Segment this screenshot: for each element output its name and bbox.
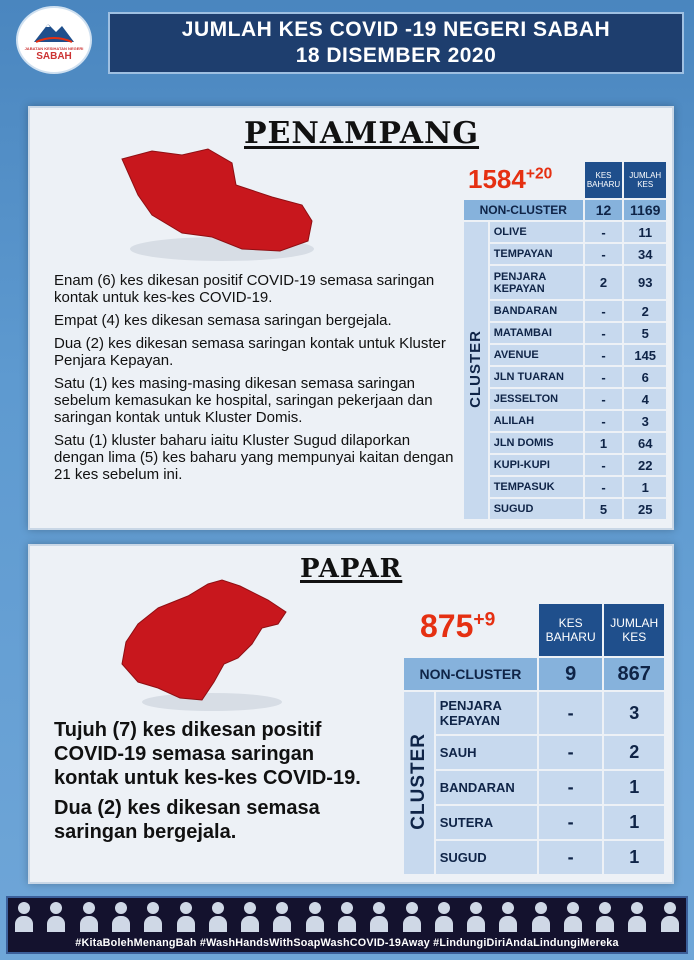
table-row <box>463 410 667 432</box>
person-icon <box>596 900 614 934</box>
table-row <box>463 243 667 265</box>
penampang-new-cases: +20 <box>525 165 553 183</box>
table-row <box>463 221 667 243</box>
cluster-new: - <box>584 322 624 344</box>
title-line-2: 18 DISEMBER 2020 <box>295 44 497 67</box>
cluster-new: - <box>538 735 604 770</box>
person-icon <box>370 900 388 934</box>
penampang-paragraph: Enam (6) kes dikesan positif COVID-19 semasa saringan kontak untuk kes-kes COVID-19. <box>54 272 435 306</box>
cluster-name: SUGUD <box>435 840 538 875</box>
penampang-map-icon <box>112 145 318 265</box>
cluster-total: 6 <box>623 366 667 388</box>
table-row <box>463 388 667 410</box>
cluster-new: 5 <box>584 498 624 520</box>
cluster-new: - <box>538 805 604 840</box>
table-row <box>403 735 665 770</box>
cluster-name: SAUH <box>435 735 538 770</box>
cluster-total: 1 <box>603 770 665 805</box>
col-jumlah-kes: JUMLAH KES <box>603 603 665 657</box>
cluster-new: - <box>538 691 604 735</box>
cluster-new: - <box>584 366 624 388</box>
cluster-total: 2 <box>603 735 665 770</box>
papar-paragraph: Tujuh (7) kes dikesan positif COVID-19 semasa saringan kontak untuk kes-kes COVID-19. <box>54 719 361 789</box>
cluster-new: - <box>584 410 624 432</box>
page-title <box>108 12 684 74</box>
cluster-new: 2 <box>584 265 624 300</box>
cluster-total: 145 <box>623 344 667 366</box>
table-row <box>463 322 667 344</box>
cluster-new: - <box>584 300 624 322</box>
table-row <box>403 840 665 875</box>
person-icon <box>435 900 453 934</box>
col-kes-baharu: KES BAHARU <box>584 161 624 199</box>
person-icon <box>499 900 517 934</box>
cluster-name: OLIVE <box>489 221 584 243</box>
person-icon <box>564 900 582 934</box>
person-icon <box>177 900 195 934</box>
cluster-new: - <box>584 454 624 476</box>
jkn-sabah-logo <box>16 6 92 74</box>
table-row-non-cluster <box>463 199 667 221</box>
cluster-total: 93 <box>623 265 667 300</box>
penampang-paragraph: Dua (2) kes dikesan semasa saringan kontak untuk Kluster Penjara Kepayan. <box>54 335 446 369</box>
cluster-side-label <box>403 691 435 875</box>
cluster-total: 1 <box>603 840 665 875</box>
col-jumlah-kes: JUMLAH KES <box>623 161 667 199</box>
cluster-total: 1 <box>623 476 667 498</box>
cluster-total: 34 <box>623 243 667 265</box>
person-icon <box>338 900 356 934</box>
cluster-name: PENJARA KEPAYAN <box>435 691 538 735</box>
table-row <box>463 476 667 498</box>
cluster-new: - <box>584 243 624 265</box>
table-row <box>463 265 667 300</box>
cluster-total: 4 <box>623 388 667 410</box>
footer-banner <box>6 896 688 954</box>
penampang-paragraph: Satu (1) kluster baharu iaitu Kluster Sugud dilaporkan dengan lima (5) kes baharu yang mempunyai kaitan dengan 21 kes sebelum ini. <box>54 432 454 483</box>
cluster-new: - <box>538 840 604 875</box>
cluster-name: TEMPASUK <box>489 476 584 498</box>
col-kes-baharu: KES BAHARU <box>538 603 604 657</box>
penampang-paragraph: Satu (1) kes masing-masing dikesan semasa saringan sebelum kemasukan ke hospital, saringan pekerjaan dan saringan kontak untuk Kluster Domis. <box>54 375 433 426</box>
cluster-name: PENJARA KEPAYAN <box>489 265 584 300</box>
cluster-total: 3 <box>623 410 667 432</box>
non-cluster-total: 1169 <box>623 199 667 221</box>
cluster-new: - <box>584 476 624 498</box>
papar-description <box>54 718 384 850</box>
cluster-total: 3 <box>603 691 665 735</box>
cluster-label: CLUSTER <box>407 733 429 830</box>
papar-paragraph: Dua (2) kes dikesan semasa saringan bergejala. <box>54 797 320 843</box>
papar-new-cases: +9 <box>473 609 496 631</box>
cluster-new: - <box>584 344 624 366</box>
person-icon <box>80 900 98 934</box>
title-line-1: JUMLAH KES COVID -19 NEGERI SABAH <box>181 18 611 41</box>
cluster-new: 1 <box>584 432 624 454</box>
non-cluster-total: 867 <box>603 657 665 691</box>
table-row <box>403 805 665 840</box>
cluster-name: AVENUE <box>489 344 584 366</box>
penampang-table <box>462 160 668 521</box>
person-icon <box>144 900 162 934</box>
cluster-total: 2 <box>623 300 667 322</box>
cluster-name: BANDARAN <box>489 300 584 322</box>
hashtags: #KitaBolehMenangBah #WashHandsWithSoapWashCOVID-19Away #LindungiDiriAndaLindungiMereka <box>75 937 619 949</box>
table-row <box>463 454 667 476</box>
cluster-total: 64 <box>623 432 667 454</box>
cluster-name: SUGUD <box>489 498 584 520</box>
table-row <box>463 432 667 454</box>
person-icon <box>628 900 646 934</box>
logo-text: SABAH <box>36 51 72 62</box>
table-row <box>463 300 667 322</box>
person-icon <box>661 900 679 934</box>
cluster-total: 11 <box>623 221 667 243</box>
logo-small-text: JABATAN KESIHATAN NEGERI <box>24 46 84 51</box>
papar-map-icon <box>118 578 290 712</box>
penampang-description <box>54 272 458 489</box>
cluster-name: JESSELTON <box>489 388 584 410</box>
person-icon <box>467 900 485 934</box>
penampang-total-value: 1584 <box>468 164 526 194</box>
frontliner-figures <box>8 900 686 936</box>
person-icon <box>403 900 421 934</box>
table-row <box>463 344 667 366</box>
mountain-logo-icon <box>32 18 76 44</box>
person-icon <box>15 900 33 934</box>
person-icon <box>241 900 259 934</box>
papar-title: PAPAR <box>300 554 403 584</box>
non-cluster-new: 12 <box>584 199 624 221</box>
person-icon <box>532 900 550 934</box>
person-icon <box>273 900 291 934</box>
cluster-total: 25 <box>623 498 667 520</box>
person-icon <box>47 900 65 934</box>
non-cluster-label: NON-CLUSTER <box>403 657 538 691</box>
cluster-total: 1 <box>603 805 665 840</box>
cluster-name: TEMPAYAN <box>489 243 584 265</box>
cluster-name: BANDARAN <box>435 770 538 805</box>
table-row <box>403 691 665 735</box>
cluster-label: CLUSTER <box>467 330 485 408</box>
cluster-side-label <box>463 221 489 520</box>
non-cluster-label: NON-CLUSTER <box>463 199 584 221</box>
cluster-name: JLN TUARAN <box>489 366 584 388</box>
cluster-name: MATAMBAI <box>489 322 584 344</box>
cluster-new: - <box>584 221 624 243</box>
cluster-new: - <box>538 770 604 805</box>
table-row-non-cluster <box>403 657 665 691</box>
table-row <box>463 366 667 388</box>
penampang-title: PENAMPANG <box>244 116 480 151</box>
person-icon <box>112 900 130 934</box>
cluster-name: SUTERA <box>435 805 538 840</box>
person-icon <box>306 900 324 934</box>
penampang-paragraph: Empat (4) kes dikesan semasa saringan bergejala. <box>54 312 392 329</box>
non-cluster-new: 9 <box>538 657 604 691</box>
cluster-new: - <box>584 388 624 410</box>
cluster-name: KUPI-KUPI <box>489 454 584 476</box>
cluster-total: 22 <box>623 454 667 476</box>
papar-table <box>402 602 666 876</box>
cluster-total: 5 <box>623 322 667 344</box>
table-row <box>403 770 665 805</box>
table-row <box>463 498 667 520</box>
cluster-name: ALILAH <box>489 410 584 432</box>
cluster-name: JLN DOMIS <box>489 432 584 454</box>
papar-total-value: 875 <box>420 608 474 644</box>
person-icon <box>209 900 227 934</box>
